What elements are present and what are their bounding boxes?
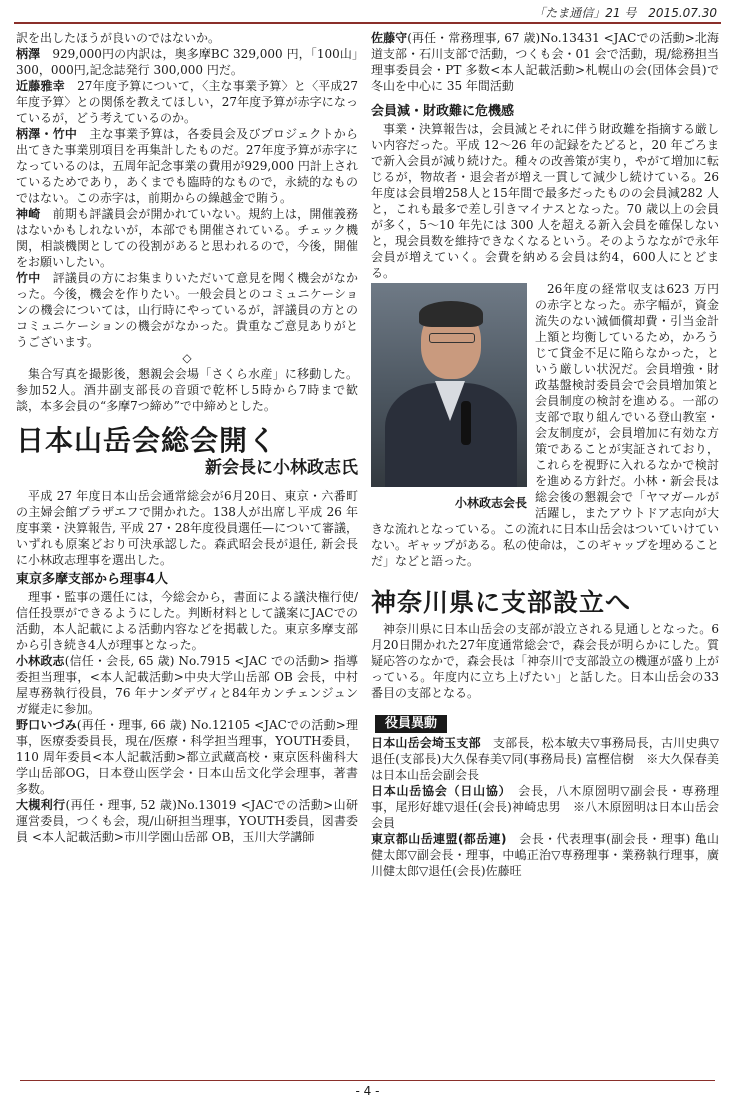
speaker-name: 柄澤・竹中	[16, 127, 78, 141]
speaker-text: 929,000円の内訳は，奥多摩BC 329,000 円，「100山」300，000円,記念誌発行 300,000 円だ。	[16, 47, 358, 77]
article-headline: 神奈川県に支部設立へ	[371, 588, 632, 617]
qa-item	[16, 46, 358, 78]
closing-paragraph: 集合写真を撮影後，懇親会会場「さくら水産」に移動した。参加52人。酒井副支部長の音頭で乾杯し5時から7時まで歓談，本多会員の“多摩7つ締め”で中締めとした。	[16, 367, 358, 413]
section-title: 会員減・財政難に危機感	[371, 104, 515, 119]
portrait-hair	[419, 301, 483, 327]
personnel-entry	[371, 831, 719, 879]
director-name: 野口いづみ	[16, 718, 77, 732]
speaker-text: 前期も評議員会が開かれていない。規約上は，開催義務はないかもしれないが，本部でも開催されている。チェック機関，相談機関としての役割があると思われるので，今後，開催をお願いしたい。	[16, 207, 358, 269]
section-title: 東京多摩支部から理事4人	[16, 572, 169, 587]
bottom-rule	[20, 1080, 715, 1081]
article-text: 神奈川県に日本山岳会の支部が設立される見通しとなった。6月20日開かれた27年度通常総会で，森会長が明らかにした。質疑応答のなかで，森会長は「神奈川で支部設立の機運が盛り上がっている。年度内に立ち上げたい」と話した。日本山岳会の33番目の支部となる。	[371, 622, 719, 700]
personnel-text: 支部長，松本敏夫▽事務局長，古川史典▽退任(支部長)大久保春美▽同(事務局長) 富樫信樹 ※大久保春美は日本山岳会副会長	[371, 736, 719, 782]
director-entry	[371, 30, 719, 94]
director-name: 佐藤守	[371, 31, 408, 45]
organization-name: 日本山岳協会（日山協）	[371, 784, 506, 798]
director-text: (再任・常務理事, 67 歳)No.13431 <JACでの活動>北海道支部・石川支部で活動，つくも会・01 会で活動，現/総務担当理事委員会・PT 多数<本人記載活動>札幌山の会(団体会員)で冬山を中心に 35 年間活動	[371, 31, 719, 93]
director-entry	[16, 653, 358, 717]
left-column	[16, 30, 358, 845]
personnel-text: 会長・代表理事(副会長・理事) 亀山健太郎▽副会長・理事，中嶋正治▽専務理事・業務執行理事，廣川健太郎▽退任(会長)佐藤旺	[371, 832, 719, 878]
director-entry	[16, 797, 358, 845]
qa-item	[16, 78, 358, 126]
article-headline: 日本山岳会総会開く	[16, 424, 278, 457]
speaker-name: 近藤雅幸	[16, 79, 65, 93]
director-text: (信任・会長, 65 歳) No.7915 <JAC での活動> 指導委担当理事，<本人記載活動>中央大学山岳部 OB 会長，中村屋専務執行役員，76 年ナンダデヴィと84年カンチェンジュンガ縦走に参加。	[16, 654, 358, 716]
section-tag: 役員異動	[375, 715, 447, 733]
intro-text: 訳を出したほうが良いのではないか。	[16, 31, 221, 45]
portrait-glasses	[429, 333, 475, 343]
issue-header: 「たま通信」21 号 2015.07.30	[533, 6, 717, 20]
director-text: (再任・理事, 52 歳)No.13019 <JACでの活動>山研運営委員，つくも会，現/山研担当理事，YOUTH委員，図書委員 <本人記載活動>市川学園山岳部 OB，玉川大学講師	[16, 798, 358, 844]
director-name: 小林政志	[16, 654, 65, 668]
section-text: 理事・監事の選任には，今総会から，書面による議決権行使/信任投票ができるようにした。判断材料として議案にJACでの活動，本人記載による活動内容などを掲載した。東京多摩支部から引き続き4人が理事となった。	[16, 590, 358, 652]
personnel-entry	[371, 783, 719, 831]
speaker-name: 竹中	[16, 271, 41, 285]
page-number: - 4 -	[355, 1084, 380, 1098]
right-column	[371, 30, 719, 879]
section-text: 26年度の経常収支は623 万円の赤字となった。赤字幅が，資金流失のない減価償却費・引当金計上額と均衡しているため，かろうじて貸金不足に陥らなかった，という厳しい状況だ。会員増強・財政基盤検討委員会で会員増加策と会員制度の検討を進める。一部の支部で取り組んでいる登山教室・会友制度が，会員増加に有効な方策であることが実証されており，これらを視野に入れるなかで検討を進める方針だ。小林・新会長は総会後の懇親会で「ヤマガールが活躍し，またアウトドア志向が大きな流れとなっている。この流れに日本山岳会はついていけていない。ギャップがある。私の使命は，このギャップを埋めることだ」などと語った。	[371, 282, 720, 568]
qa-item	[16, 126, 358, 206]
personnel-entry	[371, 735, 719, 783]
section-divider: ◇	[182, 351, 192, 365]
organization-name: 日本山岳会埼玉支部	[371, 736, 481, 750]
director-name: 大槻利行	[16, 798, 66, 812]
section-text: 事業・決算報告は，会員減とそれに伴う財政難を指摘する厳しい内容だった。平成 12～26 年の記録をたどると，20 年ごろまで新入会員が減り続けた。種々の改善策が実り，やがて増加に転じるが，物故者・退会者が増え一貫して減少し続けている。26 年度は会員増258人と15年間で最多だったものの会員減282 人と，これも最多で差し引きマイナスとなった。70 歳以上の会員が多く，5～10 年先には 300 人を超える新入会員を確保しないと，現会員数を維持できなくなるという。そのようなながで永年会員が増えていく。会費を納める会員は約4，600人にとどまる。	[371, 122, 720, 280]
qa-item	[16, 270, 358, 350]
microphone-icon	[461, 401, 471, 445]
speaker-text: 27年度予算について，〈主な事業予算〉と〈平成27年度予算〉との関係を教えてほしい，27年度予算が赤字になっているが，どう考えているのか。	[16, 79, 358, 125]
organization-name: 東京都山岳連盟(都岳連)	[371, 832, 507, 846]
portrait-image	[371, 283, 527, 487]
speaker-text: 評議員の方にお集まりいただいて意見を聞く機会がなかった。今後，機会を作りたい。一般会員とのコミュニケーションの機会については，山行時にやっているが，評議員の方とのコミュニケーションの機会がなかった。貴重なご意見ありがとうございます。	[16, 271, 358, 349]
article-subheadline: 新会長に小林政志氏	[205, 458, 358, 478]
director-text: (再任・理事, 66 歳) No.12105 <JACでの活動>理事，医療委委員長，現在/医療・科学担当理事，YOUTH委員，110 周年委員<本人記載活動>都立武蔵高校・東京医科歯科大学山岳部OG，日本登山医学会・日本山岳文化学会理事，著書多数。	[16, 718, 358, 796]
speaker-text: 主な事業予算は，各委員会及びプロジェクトから出てきた事業別項目を再集計したものだ。27年度予算が赤字になっているのは，五周年記念事業の費用が929,000 円計上されているためであり，あくまでも臨時的なもので，永続的なものではない。この赤字は，前期からの繰越金で賄う。	[16, 127, 358, 205]
qa-item	[16, 206, 358, 270]
photo-caption: 小林政志会長	[454, 496, 527, 510]
article-lead: 平成 27 年度日本山岳会通常総会が6月20日、東京・六番町の主婦会館プラザエフで開かれた。138人が出席し平成 26 年度事業・決算報告, 平成 27・28年度役員選任—について審議，いずれも原案どおり可決承認した。森武昭会長が退任, 新会長に小林政志理事を選出した。	[16, 489, 358, 567]
director-entry	[16, 717, 358, 797]
speaker-name: 柄澤	[16, 47, 41, 61]
top-rule	[14, 22, 721, 24]
speaker-name: 神崎	[16, 207, 41, 221]
president-photo	[371, 283, 527, 511]
personnel-text: 会長，八木原圀明▽副会長・専務理事，尾形好雄▽退任(会長)神崎忠男 ※八木原圀明は日本山岳会会員	[371, 784, 719, 830]
